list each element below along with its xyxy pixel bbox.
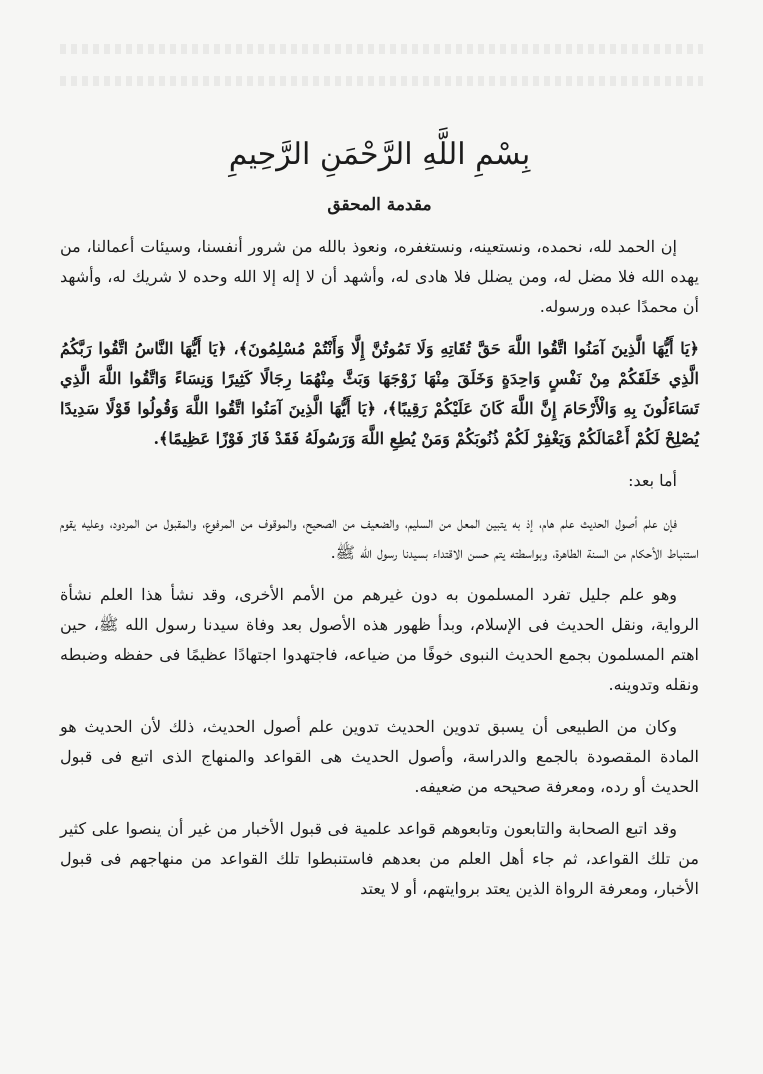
basmala: بِسْمِ اللَّهِ الرَّحْمَنِ الرَّحِيمِ — [228, 137, 531, 172]
paragraph: وقد اتبع الصحابة والتابعون وتابعوهم قواعد علمية فى قبول الأخبار من غير أن ينصوا على كثير من تلك القواعد، ثم جاء أهل العلم من بعدهم فاستنبطوا تلك القواعد من منهاجهم فى قبول الأخبار، ومعرفة الرواة الذين يعتد بروايتهم، أو لا يعتد — [60, 819, 699, 898]
paragraph: فإن علم أصول الحديث علم هام، إذ به يتبين المعل من السليم، والضعيف من الصحيح، والموقوف من المرفوع، والمقبول من المردود، وعليه يقوم استنباط الأحكام من السنة الطاهرة، وبواسطته يتم حسن الاقتداء بسيدنا رسول الله ﷺ. — [60, 513, 699, 562]
bleed-through-text — [60, 44, 703, 54]
paragraph-quran: ﴿يَا أَيُّهَا الَّذِينَ آمَنُوا اتَّقُوا اللَّهَ حَقَّ تُقَاتِهِ وَلَا تَمُوتُنَّ إِلَّا وَأَنْتُمْ مُسْلِمُونَ﴾، ﴿يَا أَيُّهَا النَّاسُ اتَّقُوا رَبَّكُمُ الَّذِي خَلَقَكُمْ مِنْ نَفْسٍ وَاحِدَةٍ وَخَلَقَ مِنْهَا زَوْجَهَا وَبَثَّ مِنْهُمَا رِجَالًا كَثِيرًا وَنِسَاءً وَاتَّقُوا اللَّهَ الَّذِي تَسَاءَلُونَ بِهِ وَالْأَرْحَامَ إِنَّ اللَّهَ كَانَ عَلَيْكُمْ رَقِيبًا﴾، ﴿يَا أَيُّهَا الَّذِينَ آمَنُوا اتَّقُوا اللَّهَ وَقُولُوا قَوْلًا سَدِيدًا يُصْلِحْ لَكُمْ أَعْمَالَكُمْ وَيَغْفِرْ لَكُمْ ذُنُوبَكُمْ وَمَنْ يُطِعِ اللَّهَ وَرَسُولَهُ فَقَدْ فَازَ فَوْزًا عَظِيمًا﴾. — [60, 339, 699, 448]
bleed-through-text — [60, 76, 703, 86]
page-title: مقدمة المحقق — [327, 195, 432, 215]
paragraph-amma-bad: أما بعد: — [628, 471, 677, 490]
paragraph: وهو علم جليل تفرد المسلمون به دون غيرهم من الأمم الأخرى، وقد نشأ هذا العلم نشأة الرواية، ونقل الحديث فى الإسلام، وبدأ ظهور هذه الأصول بعد وفاة سيدنا رسول الله ﷺ، حين اهتم المسلمون بجمع الحديث النبوى خوفًا من ضياعه، فاجتهدوا اجتهادًا عظيمًا فى حفظه وضبطه ونقله وتدوينه. — [60, 585, 699, 694]
paragraph: وكان من الطبيعى أن يسبق تدوين الحديث تدوين علم أصول الحديث، ذلك لأن الحديث هو المادة المقصودة بالجمع والدراسة، وأصول الحديث هى القواعد والمنهاج الذى اتبع فى قبول الحديث أو رده، ومعرفة صحيحه من ضعيفه. — [60, 717, 699, 796]
paragraph-opening: إن الحمد لله، نحمده، ونستعينه، ونستغفره، ونعوذ بالله من شرور أنفسنا، وسيئات أعمالنا، من يهده الله فلا مضل له، ومن يضلل فلا هادى له، وأشهد أن لا إله إلا الله وحده لا شريك له، وأشهد أن محمدًا عبده ورسوله. — [60, 237, 699, 316]
